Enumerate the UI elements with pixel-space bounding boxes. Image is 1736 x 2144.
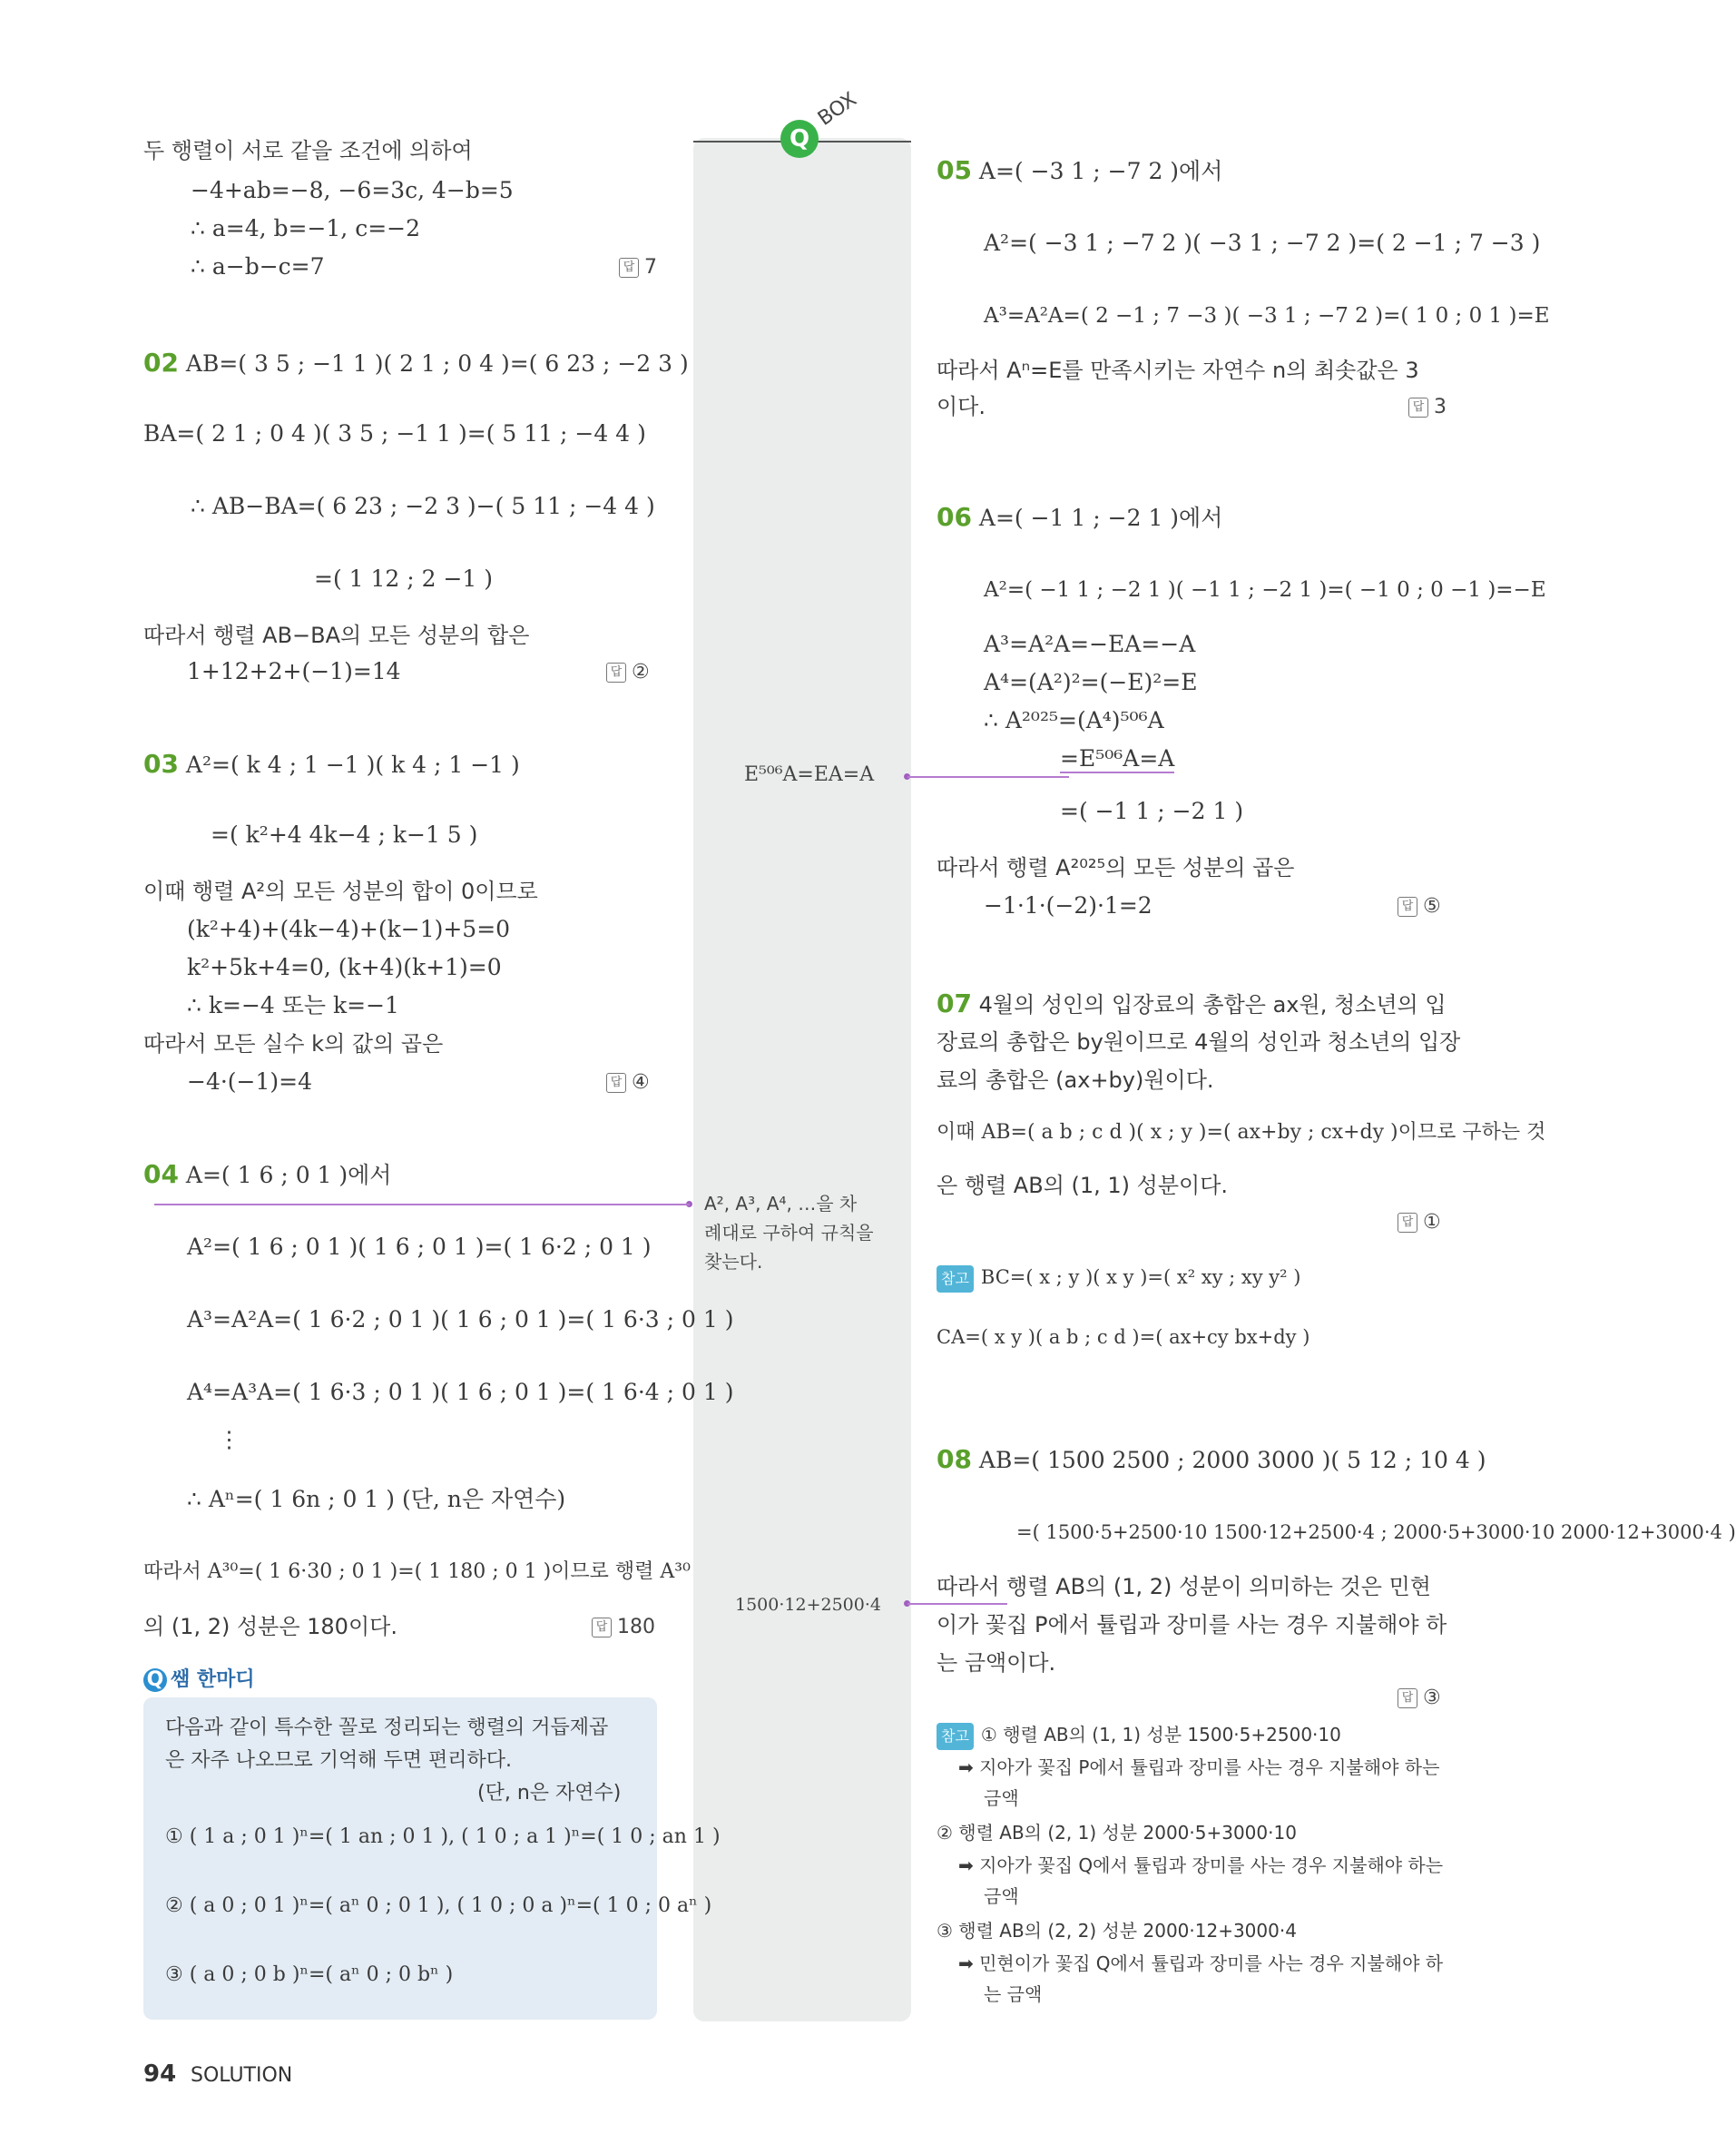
equation: AB=( 3 5 ; −1 1 )( 2 1 ; 0 4 )=( 6 23 ; −2 3 ) bbox=[185, 350, 689, 377]
answer-icon: 답 bbox=[1398, 897, 1417, 917]
tip-formula: ③ ( a 0 ; 0 b )ⁿ=( aⁿ 0 ; 0 bⁿ ) bbox=[165, 1963, 454, 1986]
answer-icon: 답 bbox=[1398, 1213, 1417, 1233]
equation: −4·(−1)=4 bbox=[187, 1068, 313, 1095]
side-note: 찾는다. bbox=[704, 1251, 763, 1273]
text-line: 따라서 행렬 AB−BA의 모든 성분의 합은 bbox=[143, 623, 530, 648]
equation: A²=( −1 1 ; −2 1 )( −1 1 ; −2 1 )=( −1 0 ; 0 −1 )=−E bbox=[984, 578, 1546, 602]
problem-number: 04 bbox=[143, 1159, 179, 1189]
text-line: 는 금액이다. bbox=[937, 1650, 1056, 1676]
equation: A³=A²A=( 1 6·2 ; 0 1 )( 1 6 ; 0 1 )=( 1 6·3 ; 0 1 ) bbox=[187, 1306, 734, 1333]
text-line: 금액 bbox=[984, 1885, 1019, 1907]
equation: AB=( 1500 2500 ; 2000 3000 )( 5 12 ; 10 4 ) bbox=[978, 1447, 1486, 1473]
answer: 답 ⑤ bbox=[1398, 895, 1441, 918]
equation: ∴ k=−4 또는 k=−1 bbox=[187, 992, 399, 1018]
problem-number: 03 bbox=[143, 749, 179, 779]
answer: 답 ④ bbox=[606, 1071, 650, 1094]
qbox-strip bbox=[693, 138, 911, 2021]
text-line: 이가 꽃집 P에서 튤립과 장미를 사는 경우 지불해야 하 bbox=[937, 1612, 1447, 1638]
text-line: ➡ 지아가 꽃집 P에서 튤립과 장미를 사는 경우 지불해야 하는 bbox=[958, 1756, 1440, 1778]
text-line: ➡ 지아가 꽃집 Q에서 튤립과 장미를 사는 경우 지불해야 하는 bbox=[958, 1854, 1444, 1876]
text-line: 의 (1, 2) 성분은 180이다. bbox=[143, 1614, 397, 1639]
equation: BC=( x ; y )( x y )=( x² xy ; xy y² ) bbox=[980, 1266, 1301, 1288]
answer: 답 7 bbox=[619, 256, 657, 279]
text-line: 따라서 모든 실수 k의 값의 곱은 bbox=[143, 1031, 444, 1057]
qbox-label: BOX bbox=[813, 88, 861, 131]
footer-label: SOLUTION bbox=[191, 2064, 293, 2087]
answer-icon: 답 bbox=[606, 1073, 626, 1093]
text-line: 두 행렬이 서로 같을 조건에 의하여 bbox=[143, 138, 473, 163]
page-number: 94 bbox=[143, 2060, 177, 2088]
equation: (k²+4)+(4k−4)+(k−1)+5=0 bbox=[187, 916, 511, 942]
answer-icon: 답 bbox=[1408, 398, 1428, 418]
equation: =( k²+4 4k−4 ; k−1 5 ) bbox=[211, 821, 478, 848]
equation: A⁴=A³A=( 1 6·3 ; 0 1 )( 1 6 ; 0 1 )=( 1 6·4 ; 0 1 ) bbox=[187, 1379, 734, 1405]
equation: =E⁵⁰⁶A=A bbox=[1060, 745, 1175, 772]
side-note: 1500·12+2500·4 bbox=[735, 1595, 881, 1615]
answer: 답 ② bbox=[606, 661, 650, 684]
equation: k²+5k+4=0, (k+4)(k+1)=0 bbox=[187, 954, 502, 980]
text-line: 따라서 행렬 A²⁰²⁵의 모든 성분의 곱은 bbox=[937, 855, 1295, 880]
pointer-line bbox=[907, 1603, 1007, 1605]
text-line: 이때 행렬 A²의 모든 성분의 합이 0이므로 bbox=[143, 879, 538, 904]
problem-number: 02 bbox=[143, 348, 179, 378]
problem-number: 07 bbox=[937, 988, 972, 1018]
pointer-line bbox=[154, 1204, 690, 1205]
equation: −1·1·(−2)·1=2 bbox=[984, 892, 1152, 919]
problem-number: 08 bbox=[937, 1444, 972, 1474]
text-line: 따라서 Aⁿ=E를 만족시키는 자연수 n의 최솟값은 3 bbox=[937, 358, 1419, 383]
problem-number: 05 bbox=[937, 155, 972, 185]
equation: A³=A²A=−EA=−A bbox=[984, 631, 1196, 657]
equation: A²=( k 4 ; 1 −1 )( k 4 ; 1 −1 ) bbox=[185, 752, 520, 778]
equation: A⁴=(A²)²=(−E)²=E bbox=[984, 669, 1198, 695]
text-line: ➡ 민현이가 꽃집 Q에서 튤립과 장미를 사는 경우 지불해야 하 bbox=[958, 1952, 1444, 1974]
tip-text: 다음과 같이 특수한 꼴로 정리되는 행렬의 거듭제곱 bbox=[165, 1716, 609, 1739]
side-note: A², A³, A⁴, …을 차 bbox=[704, 1193, 858, 1215]
text-line: 료의 총합은 (ax+by)원이다. bbox=[937, 1067, 1214, 1093]
equation: −4+ab=−8, −6=3c, 4−b=5 bbox=[191, 177, 514, 203]
equation: BA=( 2 1 ; 0 4 )( 3 5 ; −1 1 )=( 5 11 ; −4 4 ) bbox=[143, 420, 646, 447]
equation: ∴ a−b−c=7 bbox=[191, 253, 325, 280]
equation: 이때 AB=( a b ; c d )( x ; y )=( ax+by ; cx+dy )이므로 구하는 것 bbox=[937, 1121, 1546, 1144]
side-note: E⁵⁰⁶A=EA=A bbox=[744, 763, 875, 786]
equation: A²=( 1 6 ; 0 1 )( 1 6 ; 0 1 )=( 1 6·2 ; 0 1 ) bbox=[187, 1234, 652, 1260]
equation: =( 1 12 ; 2 −1 ) bbox=[314, 566, 494, 592]
text-line: 따라서 행렬 AB의 (1, 2) 성분이 의미하는 것은 민현 bbox=[937, 1574, 1431, 1599]
answer: 답 3 bbox=[1408, 396, 1447, 418]
equation: ∴ AB−BA=( 6 23 ; −2 3 )−( 5 11 ; −4 4 ) bbox=[191, 493, 655, 519]
problem-number: 06 bbox=[937, 502, 972, 532]
equation: A²=( −3 1 ; −7 2 )( −3 1 ; −7 2 )=( 2 −1 ; 7 −3 ) bbox=[984, 230, 1541, 256]
tip-formula: ① ( 1 a ; 0 1 )ⁿ=( 1 an ; 0 1 ), ( 1 0 ; a 1 )ⁿ=( 1 0 ; an 1 ) bbox=[165, 1825, 721, 1848]
tip-formula: ② ( a 0 ; 0 1 )ⁿ=( aⁿ 0 ; 0 1 ), ( 1 0 ; 0 a )ⁿ=( 1 0 ; 0 aⁿ ) bbox=[165, 1894, 712, 1917]
pointer-line bbox=[907, 776, 1069, 778]
q-icon: Q bbox=[143, 1668, 167, 1692]
equation: =( −1 1 ; −2 1 ) bbox=[1060, 798, 1244, 824]
reference-tag: 참고 bbox=[937, 1265, 974, 1293]
text-line: 이다. bbox=[937, 394, 986, 419]
text-line: ① 행렬 AB의 (1, 1) 성분 1500·5+2500·10 bbox=[980, 1724, 1341, 1746]
tip-title: Q 쌤 한마디 bbox=[143, 1664, 255, 1692]
equation: CA=( x y )( a b ; c d )=( ax+cy bx+dy ) bbox=[937, 1326, 1310, 1348]
equation: 따라서 A³⁰=( 1 6·30 ; 0 1 )=( 1 180 ; 0 1 )이므로 행렬 A³⁰ bbox=[143, 1560, 691, 1583]
text-line: 은 행렬 AB의 (1, 1) 성분이다. bbox=[937, 1173, 1229, 1198]
text-line: ② 행렬 AB의 (2, 1) 성분 2000·5+3000·10 bbox=[937, 1822, 1297, 1844]
answer-icon: 답 bbox=[606, 663, 626, 683]
text-line: 는 금액 bbox=[984, 1983, 1043, 2005]
answer: 답 180 bbox=[592, 1616, 655, 1638]
text-line: 금액 bbox=[984, 1787, 1019, 1809]
text-line: ③ 행렬 AB의 (2, 2) 성분 2000·12+3000·4 bbox=[937, 1920, 1297, 1942]
equation: =( 1500·5+2500·10 1500·12+2500·4 ; 2000·5+3000·10 2000·12+3000·4 ) bbox=[1016, 1521, 1736, 1543]
ellipsis: ⋮ bbox=[218, 1426, 240, 1452]
answer-icon: 답 bbox=[619, 258, 639, 278]
tip-text: 은 자주 나오므로 기억해 두면 편리하다. bbox=[165, 1749, 512, 1772]
equation: A=( −3 1 ; −7 2 )에서 bbox=[978, 158, 1223, 184]
tip-box bbox=[143, 1697, 721, 2020]
answer: 답 ③ bbox=[1398, 1687, 1441, 1709]
side-note: 례대로 구하여 규칙을 bbox=[704, 1222, 874, 1244]
tip-text: (단, n은 자연수) bbox=[477, 1782, 622, 1805]
equation: ∴ Aⁿ=( 1 6n ; 0 1 ) (단, n은 자연수) bbox=[187, 1486, 566, 1512]
equation: A³=A²A=( 2 −1 ; 7 −3 )( −3 1 ; −7 2 )=( 1 0 ; 0 1 )=E bbox=[984, 304, 1550, 328]
equation: ∴ A²⁰²⁵=(A⁴)⁵⁰⁶A bbox=[984, 707, 1164, 733]
answer-icon: 답 bbox=[592, 1618, 612, 1638]
equation: 1+12+2+(−1)=14 bbox=[187, 658, 401, 684]
equation: A=( 1 6 ; 0 1 )에서 bbox=[185, 1162, 392, 1188]
answer: 답 ① bbox=[1398, 1211, 1441, 1234]
answer-icon: 답 bbox=[1398, 1688, 1417, 1708]
equation: ∴ a=4, b=−1, c=−2 bbox=[191, 215, 421, 241]
equation: A=( −1 1 ; −2 1 )에서 bbox=[978, 505, 1223, 531]
text-line: 4월의 성인의 입장료의 총합은 ax원, 청소년의 입 bbox=[978, 992, 1447, 1018]
text-line: 장료의 총합은 by원이므로 4월의 성인과 청소년의 입장 bbox=[937, 1029, 1461, 1055]
qbox-icon: Q bbox=[780, 120, 819, 158]
reference-tag: 참고 bbox=[937, 1723, 974, 1750]
